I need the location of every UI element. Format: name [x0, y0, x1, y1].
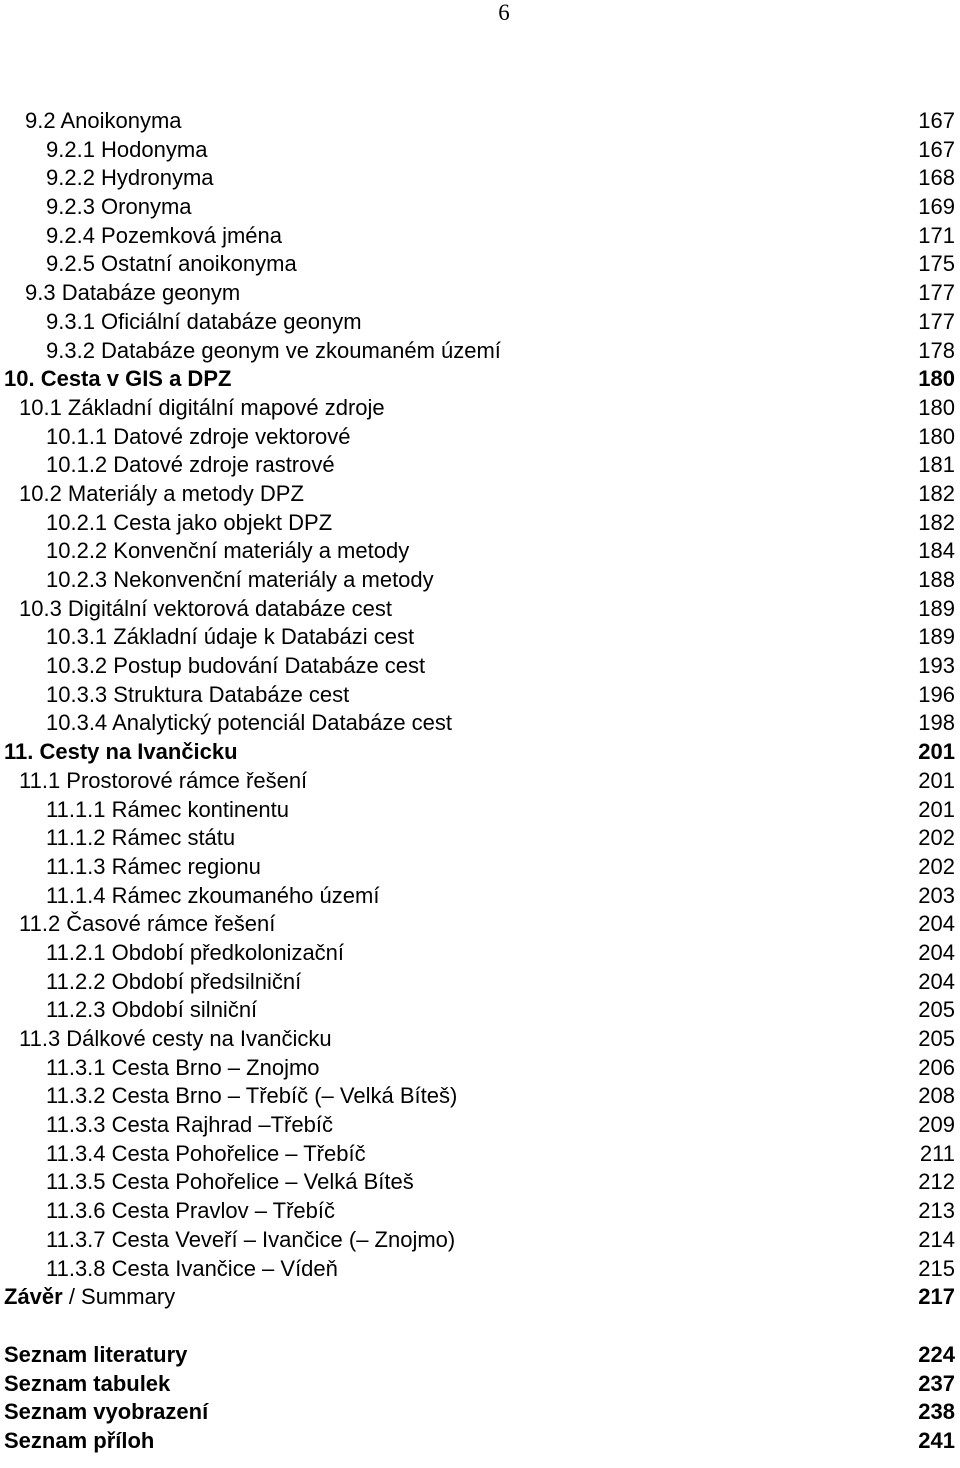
- toc-page-number: 208: [918, 1083, 955, 1109]
- toc-entry-title: 9.3 Databáze geonym: [25, 280, 241, 306]
- toc-row[interactable]: [0, 1168, 960, 1197]
- toc-page-number: 184: [918, 538, 955, 564]
- toc-entry-title: 11.1.3 Rámec regionu: [46, 853, 261, 879]
- toc-row[interactable]: [0, 1054, 960, 1083]
- toc-row[interactable]: [0, 1111, 960, 1140]
- toc-entry-title: 10.2 Materiály a metody DPZ: [19, 480, 304, 506]
- toc-page-number: 202: [918, 853, 955, 879]
- toc-row[interactable]: [0, 681, 960, 710]
- toc-row[interactable]: [0, 279, 960, 308]
- toc-page-number: 193: [918, 653, 955, 679]
- toc-row[interactable]: [0, 709, 960, 738]
- toc-entry-title: 10.1.1 Datové zdroje vektorové: [46, 423, 351, 449]
- toc-entry-title: 11.2.1 Období předkolonizační: [46, 939, 345, 965]
- back-matter-row[interactable]: [0, 1398, 960, 1427]
- back-matter-row[interactable]: [0, 1370, 960, 1399]
- toc-row[interactable]: [0, 968, 960, 997]
- toc-entry-title: [4, 1283, 175, 1312]
- toc-entry-title: 9.3.2 Databáze geonym ve zkoumaném území: [46, 337, 501, 363]
- toc-entry-title: 10.3.2 Postup budování Databáze cest: [46, 653, 426, 679]
- toc-row[interactable]: [0, 1025, 960, 1054]
- back-matter-title: Seznam tabulek: [4, 1370, 171, 1396]
- toc-page-number: 168: [918, 165, 955, 191]
- back-matter-page-number: 238: [918, 1399, 955, 1425]
- toc-row[interactable]: [0, 308, 960, 337]
- toc-page-number: 177: [918, 308, 955, 334]
- back-matter-page-number: 237: [918, 1370, 955, 1396]
- toc-page-number: 177: [918, 280, 955, 306]
- toc-entry-title: 9.2 Anoikonyma: [25, 108, 182, 133]
- toc-entry-title: 11.3.7 Cesta Veveří – Ivančice (– Znojmo): [46, 1226, 456, 1252]
- toc-row[interactable]: [0, 222, 960, 251]
- toc-entry-title: 10.3.1 Základní údaje k Databázi cest: [46, 624, 415, 650]
- toc-entry-title: 10. Cesta v GIS a DPZ: [4, 366, 232, 392]
- toc-page-number: 167: [918, 108, 955, 133]
- toc-page-number: 203: [918, 882, 955, 908]
- toc-entry-title: 10.3.4 Analytický potenciál Databáze cest: [46, 710, 453, 736]
- toc-entry-title: 11.1 Prostorové rámce řešení: [19, 767, 308, 793]
- table-of-contents: [0, 107, 960, 1456]
- toc-entries: [0, 107, 960, 1283]
- toc-row[interactable]: [0, 796, 960, 825]
- toc-row[interactable]: [0, 451, 960, 480]
- toc-row[interactable]: [0, 910, 960, 939]
- toc-entry-title: 11.3 Dálkové cesty na Ivančicku: [19, 1026, 332, 1051]
- toc-page-number: 209: [918, 1112, 955, 1138]
- toc-entry-title: 10.2.1 Cesta jako objekt DPZ: [46, 509, 333, 535]
- toc-row[interactable]: [0, 996, 960, 1025]
- toc-page-number: 204: [918, 911, 955, 937]
- toc-entry-title: 10.2.3 Nekonvenční materiály a metody: [46, 567, 434, 592]
- back-matter-page-number: 241: [918, 1427, 955, 1453]
- toc-entry-title: 10.2.2 Konvenční materiály a metody: [46, 538, 410, 564]
- toc-page-number: 204: [918, 939, 955, 965]
- toc-page-number: 181: [918, 452, 955, 478]
- toc-entry-title: 11.3.4 Cesta Pohořelice – Třebíč: [46, 1140, 366, 1166]
- toc-row[interactable]: [0, 193, 960, 222]
- toc-entry-title: 11.3.3 Cesta Rajhrad –Třebíč: [46, 1112, 333, 1138]
- toc-page-number: 169: [918, 194, 955, 220]
- toc-page-number: 180: [918, 366, 955, 392]
- toc-row[interactable]: [0, 136, 960, 165]
- toc-row-summary[interactable]: [0, 1283, 960, 1312]
- toc-row[interactable]: [0, 423, 960, 452]
- toc-entry-title: 9.2.5 Ostatní anoikonyma: [46, 251, 297, 277]
- toc-row[interactable]: [0, 509, 960, 538]
- toc-page-number: 171: [918, 222, 955, 248]
- toc-entry-title: 11.3.5 Cesta Pohořelice – Velká Bíteš: [46, 1169, 414, 1195]
- summary-title-bold: Závěr: [4, 1284, 63, 1310]
- toc-entry-title: 9.3.1 Oficiální databáze geonym: [46, 308, 362, 334]
- toc-entry-title: 9.2.1 Hodonyma: [46, 136, 208, 162]
- toc-row[interactable]: [0, 1255, 960, 1284]
- toc-page-number: 167: [918, 136, 955, 162]
- toc-entry-title: 11.3.2 Cesta Brno – Třebíč (– Velká Bíteš): [46, 1083, 458, 1109]
- toc-entry-title: 10.3 Digitální vektorová databáze cest: [19, 595, 393, 621]
- toc-row[interactable]: [0, 595, 960, 624]
- toc-row[interactable]: [0, 1226, 960, 1255]
- toc-row[interactable]: [0, 1140, 960, 1169]
- toc-entry-title: 11.2 Časové rámce řešení: [19, 911, 276, 937]
- toc-entry-title: 11.1.4 Rámec zkoumaného území: [46, 882, 380, 908]
- toc-row[interactable]: [0, 1082, 960, 1111]
- toc-row[interactable]: [0, 566, 960, 595]
- toc-page-number: 201: [918, 739, 955, 765]
- toc-entry-title: 9.2.3 Oronyma: [46, 194, 192, 220]
- toc-row[interactable]: [0, 939, 960, 968]
- toc-entry-title: 11.2.3 Období silniční: [46, 997, 258, 1023]
- toc-page-number: 205: [918, 997, 955, 1023]
- toc-row[interactable]: [0, 853, 960, 882]
- toc-entry-title: 11. Cesty na Ivančicku: [4, 739, 238, 765]
- toc-page-number: 201: [918, 767, 955, 793]
- toc-page-number: 180: [918, 394, 955, 420]
- toc-row[interactable]: [0, 365, 960, 394]
- toc-entry-title: 11.3.6 Cesta Pravlov – Třebíč: [46, 1198, 335, 1224]
- toc-page-number: 204: [918, 968, 955, 994]
- toc-page-number: 211: [919, 1140, 955, 1166]
- toc-row[interactable]: [0, 882, 960, 911]
- toc-row[interactable]: [0, 394, 960, 423]
- toc-page-number: 178: [918, 337, 955, 363]
- toc-row[interactable]: [0, 107, 960, 136]
- toc-entry-title: 11.1.1 Rámec kontinentu: [46, 796, 289, 822]
- toc-row[interactable]: [0, 738, 960, 767]
- back-matter-row[interactable]: [0, 1427, 960, 1456]
- toc-row[interactable]: [0, 767, 960, 796]
- toc-row[interactable]: [0, 623, 960, 652]
- toc-page-number: 182: [918, 480, 955, 506]
- toc-page-number: 202: [918, 825, 955, 851]
- toc-page-number: 215: [918, 1255, 955, 1281]
- toc-page-number: 198: [918, 710, 955, 736]
- toc-page-number: 196: [918, 681, 955, 707]
- toc-page-number: 217: [918, 1284, 955, 1310]
- toc-page-number: 175: [918, 251, 955, 277]
- toc-entry-title: 10.3.3 Struktura Databáze cest: [46, 681, 350, 707]
- toc-row[interactable]: [0, 1197, 960, 1226]
- toc-row[interactable]: [0, 337, 960, 366]
- back-matter-list: [0, 1341, 960, 1456]
- toc-row[interactable]: [0, 250, 960, 279]
- summary-title-rest: / Summary: [62, 1284, 176, 1310]
- back-matter-title: Seznam vyobrazení: [4, 1399, 209, 1425]
- page-number: 6: [498, 0, 510, 25]
- toc-entry-title: 11.3.1 Cesta Brno – Znojmo: [46, 1054, 320, 1080]
- toc-row[interactable]: [0, 164, 960, 193]
- toc-page-number: 189: [918, 595, 955, 621]
- back-matter-row[interactable]: [0, 1341, 960, 1370]
- toc-page-number: 205: [918, 1026, 955, 1051]
- back-matter-title: Seznam příloh: [4, 1427, 155, 1453]
- toc-page-number: 189: [918, 624, 955, 650]
- toc-page-number: 212: [918, 1169, 955, 1195]
- toc-entry-title: 11.3.8 Cesta Ivančice – Vídeň: [46, 1255, 338, 1281]
- toc-page-number: 213: [918, 1198, 955, 1224]
- toc-row[interactable]: [0, 652, 960, 681]
- toc-row[interactable]: [0, 537, 960, 566]
- toc-page-number: 180: [918, 423, 955, 449]
- toc-entry-title: 9.2.4 Pozemková jména: [46, 222, 283, 248]
- back-matter-title: Seznam literatury: [4, 1341, 188, 1367]
- toc-entry-title: 10.1 Základní digitální mapové zdroje: [19, 394, 385, 420]
- toc-page-number: 214: [918, 1226, 955, 1252]
- toc-row[interactable]: [0, 480, 960, 509]
- back-matter-page-number: 224: [918, 1341, 955, 1367]
- toc-row[interactable]: [0, 824, 960, 853]
- toc-entry-title: 9.2.2 Hydronyma: [46, 165, 214, 191]
- toc-entry-title: 10.1.2 Datové zdroje rastrové: [46, 452, 335, 478]
- toc-entry-title: 11.2.2 Období předsilniční: [46, 968, 302, 994]
- toc-entry-title: 11.1.2 Rámec státu: [46, 825, 236, 851]
- toc-page-number: 206: [918, 1054, 955, 1080]
- toc-page-number: 182: [918, 509, 955, 535]
- toc-page-number: 201: [918, 796, 955, 822]
- toc-page-number: 188: [918, 567, 955, 592]
